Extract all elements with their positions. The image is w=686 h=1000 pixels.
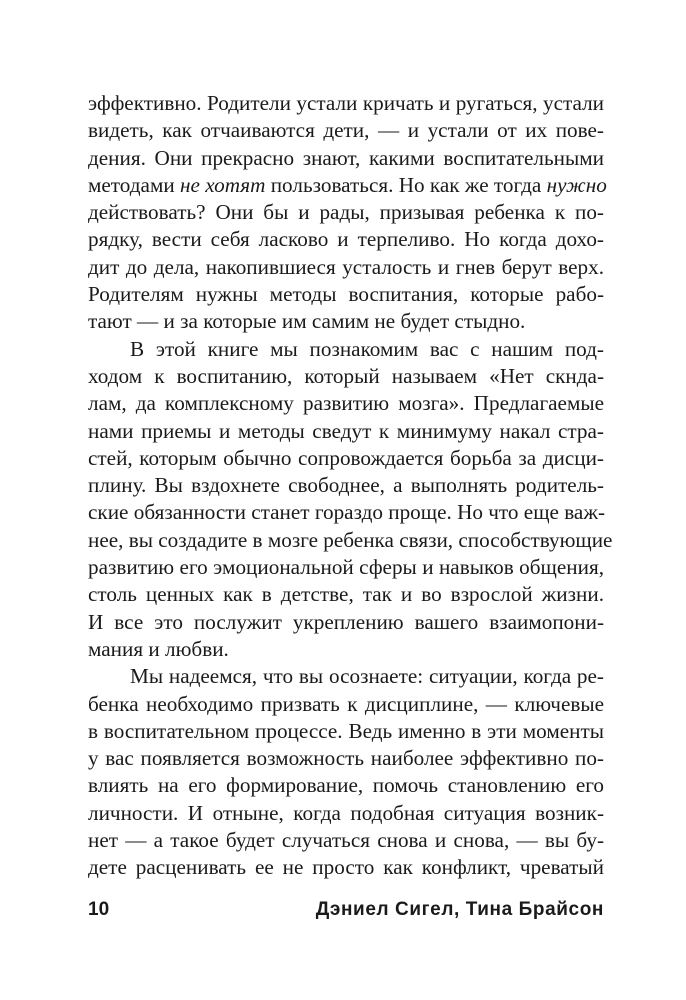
text-line [88,254,604,281]
text-line [88,800,604,827]
text-run: Мы надеемся, что вы осознаете: ситуации, когда ре- [130,664,604,689]
text-line [88,199,604,226]
text-run: тают — и за которые им самим не будет стыдно. [88,309,526,334]
text-line [88,336,604,363]
text-run: методами [88,172,181,197]
text-run: в воспитательном процессе. Ведь именно в эти моменты [88,718,604,743]
text-run: столь ценных как в детстве, так и во взрослой жизни. [88,582,604,607]
text-run: В этой книге мы познакомим вас с нашим под- [130,336,604,361]
text-run: видеть, как отчаиваются дети, — и устали от их пове- [88,118,604,143]
text-line [88,308,604,335]
text-run: действовать? Они бы и рады, призывая ребенка к по- [88,200,604,225]
text-run: дете расценивать ее не просто как конфликт, чреватый [88,855,604,880]
emphasis-text: не хотят [180,172,266,197]
text-line [88,363,604,390]
page-number: 10 [88,899,110,920]
text-run: дения. Они прекрасно знают, какими воспитательными [88,145,604,170]
text-line [88,472,604,499]
text-line [88,445,604,472]
text-line [88,226,604,253]
text-run: пользоваться. Но как же тогда [265,172,547,197]
text-run: дит до дела, накопившиеся усталость и гнев берут верх. [88,254,604,279]
text-run: ские обязанности станет гораздо проще. Но что еще важ- [88,500,606,525]
paragraph [88,90,607,336]
text-run: у вас появляется возможность наиболее эффективно по- [88,746,604,771]
text-line [88,772,604,799]
text-line [88,172,607,199]
text-run: эффективно. Родители устали кричать и ругаться, устали [88,91,604,115]
running-head-authors: Дэниел Сигел, Тина Брайсон [315,899,604,920]
text-line [88,581,604,608]
text-run: личности. И отныне, когда подобная ситуация возник- [88,800,604,825]
text-line [88,527,613,554]
text-run: развитию его эмоциональной сферы и навыков общения, [88,555,604,580]
text-run: мания и любви. [88,636,229,661]
text-line [88,827,604,854]
text-line [88,745,604,772]
text-line [88,499,604,526]
body-text [88,90,613,882]
text-run: лам, да комплексному развитию мозга». Предлагаемые [88,391,604,416]
text-run: стей, которым обычно сопровождается борьба за дисци- [88,445,604,470]
text-line [88,418,604,445]
emphasis-text: нужно [546,172,607,197]
text-line [88,609,604,636]
text-line [88,718,604,745]
text-line [88,390,604,417]
text-line [88,636,604,663]
text-line [88,90,604,117]
text-run: влиять на его формирование, помочь становлению его [88,773,604,798]
text-run: плину. Вы вздохнете свободнее, а выполнять родитель- [88,473,604,498]
text-run: нами приемы и методы сведут к минимуму накал стра- [88,418,604,443]
text-run: ходом к воспитанию, который называем «Нет скнда- [88,363,604,388]
text-run: Родителям нужны методы воспитания, которые рабо- [88,282,604,307]
text-line [88,663,604,690]
text-run: И все это послужит укреплению вашего взаимопони- [88,609,604,634]
text-run: рядку, вести себя ласково и терпеливо. Но когда дохо- [88,227,604,252]
text-run: бенка необходимо призвать к дисциплине, — ключевые [88,691,604,716]
text-line [88,145,604,172]
text-line [88,281,604,308]
text-line [88,691,604,718]
paragraph [88,663,604,881]
text-line [88,554,604,581]
text-line [88,117,604,144]
text-line [88,854,604,881]
text-run: нет — а такое будет случаться снова и снова, — вы бу- [88,828,604,853]
text-run: нее, вы создадите в мозге ребенка связи, способствующие [88,527,613,552]
paragraph [88,336,613,664]
